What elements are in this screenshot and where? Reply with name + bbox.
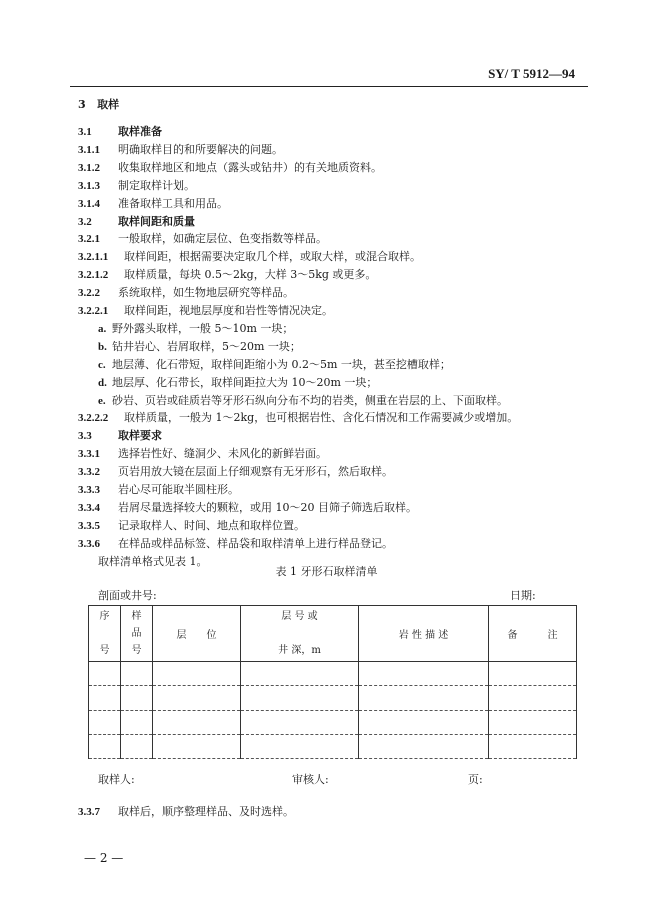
- clause-number: 3.2.2: [78, 287, 100, 300]
- clause-number: 3.3.5: [78, 519, 100, 532]
- list-item: [78, 232, 327, 246]
- clause-number: 3.2.1.2: [78, 269, 109, 282]
- clause-text: 记录取样人、时间、地点和取样位置。: [118, 518, 305, 532]
- list-item: [78, 161, 382, 175]
- list-item: [78, 501, 417, 515]
- header-seq: 序 号: [89, 606, 121, 662]
- document-code: SY/ T 5912—94: [488, 66, 575, 81]
- list-item: [78, 179, 195, 193]
- list-item: [78, 215, 195, 229]
- clause-text: 砂岩、页岩或硅质岩等牙形石纵向分布不均的岩类，侧重在岩层的上、下面取样。: [112, 393, 508, 407]
- list-item: [78, 411, 518, 425]
- date-label: 日期:: [510, 589, 536, 602]
- list-item: [78, 286, 294, 300]
- list-item: [78, 250, 421, 264]
- clause-number: 3.2.2.1: [78, 305, 109, 317]
- sampler-label: 取样人:: [98, 773, 135, 786]
- clause-number: 3.2.1.1: [78, 251, 109, 264]
- header-depth: 层 号 或 井 深，m: [241, 606, 359, 662]
- after-table-line: [78, 805, 294, 819]
- clause-text: 页岩用放大镜在层面上仔细观察有无牙形石，然后取样。: [118, 465, 393, 479]
- list-item: [78, 429, 162, 443]
- clause-text: 岩屑尽量选择较大的颗粒，或用 10～20 目筛子筛选后取样。: [118, 500, 417, 514]
- clause-number: 3.1.2: [78, 161, 100, 174]
- table-row: [89, 662, 577, 686]
- clause-text: 岩心尽可能取半圆柱形。: [118, 483, 239, 496]
- list-item: [78, 465, 393, 479]
- clause-text: 野外露头取样，一般 5～10m 一块；: [112, 321, 294, 335]
- table-header-row: [89, 606, 577, 662]
- list-item: [78, 143, 283, 157]
- clause-text: 一般取样，如确定层位、色变指数等样品。: [118, 232, 327, 246]
- clause-number: 3.2.1: [78, 233, 100, 246]
- reviewer-label: 审核人:: [292, 773, 329, 786]
- list-item: [78, 447, 327, 461]
- section-number: 3: [78, 98, 86, 111]
- list-item: [98, 376, 377, 390]
- clause-number: 3.1: [78, 126, 92, 138]
- list-item: [78, 197, 228, 211]
- table-row: [89, 710, 577, 734]
- list-item: [78, 125, 162, 139]
- list-item: [78, 519, 305, 533]
- clause-text: 取样后，顺序整理样品、及时选样。: [118, 805, 294, 818]
- clause-number: e.: [98, 394, 106, 407]
- clause-number: 3.3.3: [78, 484, 100, 496]
- clause-text: 系统取样，如生物地层研究等样品。: [118, 286, 294, 300]
- clause-text: 收集取样地区和地点（露头或钻井）的有关地质资料。: [118, 160, 382, 174]
- header-rule: [70, 86, 588, 87]
- clause-number: 3.3.6: [78, 537, 100, 550]
- clause-number: 3.3.4: [78, 501, 100, 514]
- section-heading: [78, 98, 119, 112]
- clause-text: 选择岩性好、缝洞少、未风化的新鲜岩面。: [118, 447, 327, 461]
- clause-text: 制定取样计划。: [118, 178, 195, 192]
- list-item: [78, 304, 333, 318]
- clause-text: 明确取样目的和所要解决的问题。: [118, 142, 283, 156]
- clause-text: 在样品或样品标签、样品袋和取样清单上进行样品登记。: [118, 536, 393, 550]
- clause-text: 取样间距和质量: [118, 214, 195, 228]
- clause-number: b.: [98, 340, 107, 353]
- clause-number: 3.1.3: [78, 179, 100, 192]
- list-item: [78, 268, 376, 282]
- clause-number: 3.3.7: [78, 806, 100, 818]
- table-title: 表 1 牙形石取样清单: [275, 565, 378, 578]
- sampling-list-table: [88, 605, 577, 759]
- clause-text: 取样质量，每块 0.5～2kg，大样 3～5kg 或更多。: [124, 268, 377, 282]
- clause-number: a.: [98, 322, 107, 335]
- clause-text: 取样间距，根据需要决定取几个样，或取大样，或混合取样。: [124, 250, 421, 264]
- page-label: 页:: [468, 773, 483, 786]
- header-sample-no: 样 品 号: [121, 606, 153, 662]
- clause-text: 地层薄、化石带短，取样间距缩小为 0.2～5m 一块，甚至挖槽取样；: [112, 357, 451, 371]
- clause-text: 地层厚、化石带长，取样间距拉大为 10～20m 一块；: [112, 375, 378, 389]
- clause-text: 取样准备: [118, 125, 162, 138]
- list-item: [98, 322, 293, 336]
- list-item: [98, 394, 508, 408]
- clause-number: 3.3.1: [78, 448, 100, 461]
- list-item: [98, 358, 451, 372]
- clause-text: 取样质量，一般为 1～2kg，也可根据岩性、含化石情况和工作需要减少或增加。: [124, 411, 519, 425]
- header-layer: 层 位: [153, 606, 241, 662]
- section-title: 取样: [97, 98, 120, 111]
- clause-number: 3.3: [78, 430, 92, 443]
- clause-number: d.: [98, 376, 107, 389]
- clause-text: 取样清单格式见表 1。: [98, 554, 208, 568]
- page-number: — 2 —: [84, 851, 124, 865]
- clause-text: 取样要求: [118, 429, 162, 443]
- clause-number: 3.2.2.2: [78, 412, 109, 425]
- list-item: [78, 483, 239, 497]
- clause-number: 3.2: [78, 215, 92, 228]
- table-row: [89, 734, 577, 758]
- clause-number: 3.1.1: [78, 143, 100, 156]
- clause-number: 3.3.2: [78, 466, 100, 479]
- list-item: [78, 537, 393, 551]
- clause-number: 3.1.4: [78, 197, 100, 210]
- clause-text: 钻井岩心、岩屑取样，5～20m 一块；: [112, 339, 301, 353]
- clause-number: c.: [98, 358, 106, 371]
- header-remark: 备 注: [489, 606, 577, 662]
- list-item: [98, 340, 301, 354]
- clause-text: 取样间距，视地层厚度和岩性等情况决定。: [124, 304, 333, 317]
- table-row: [89, 686, 577, 710]
- section-or-well-label: 剖面或井号:: [98, 589, 157, 602]
- header-lithology: 岩 性 描 述: [359, 606, 489, 662]
- clause-text: 准备取样工具和用品。: [118, 196, 228, 210]
